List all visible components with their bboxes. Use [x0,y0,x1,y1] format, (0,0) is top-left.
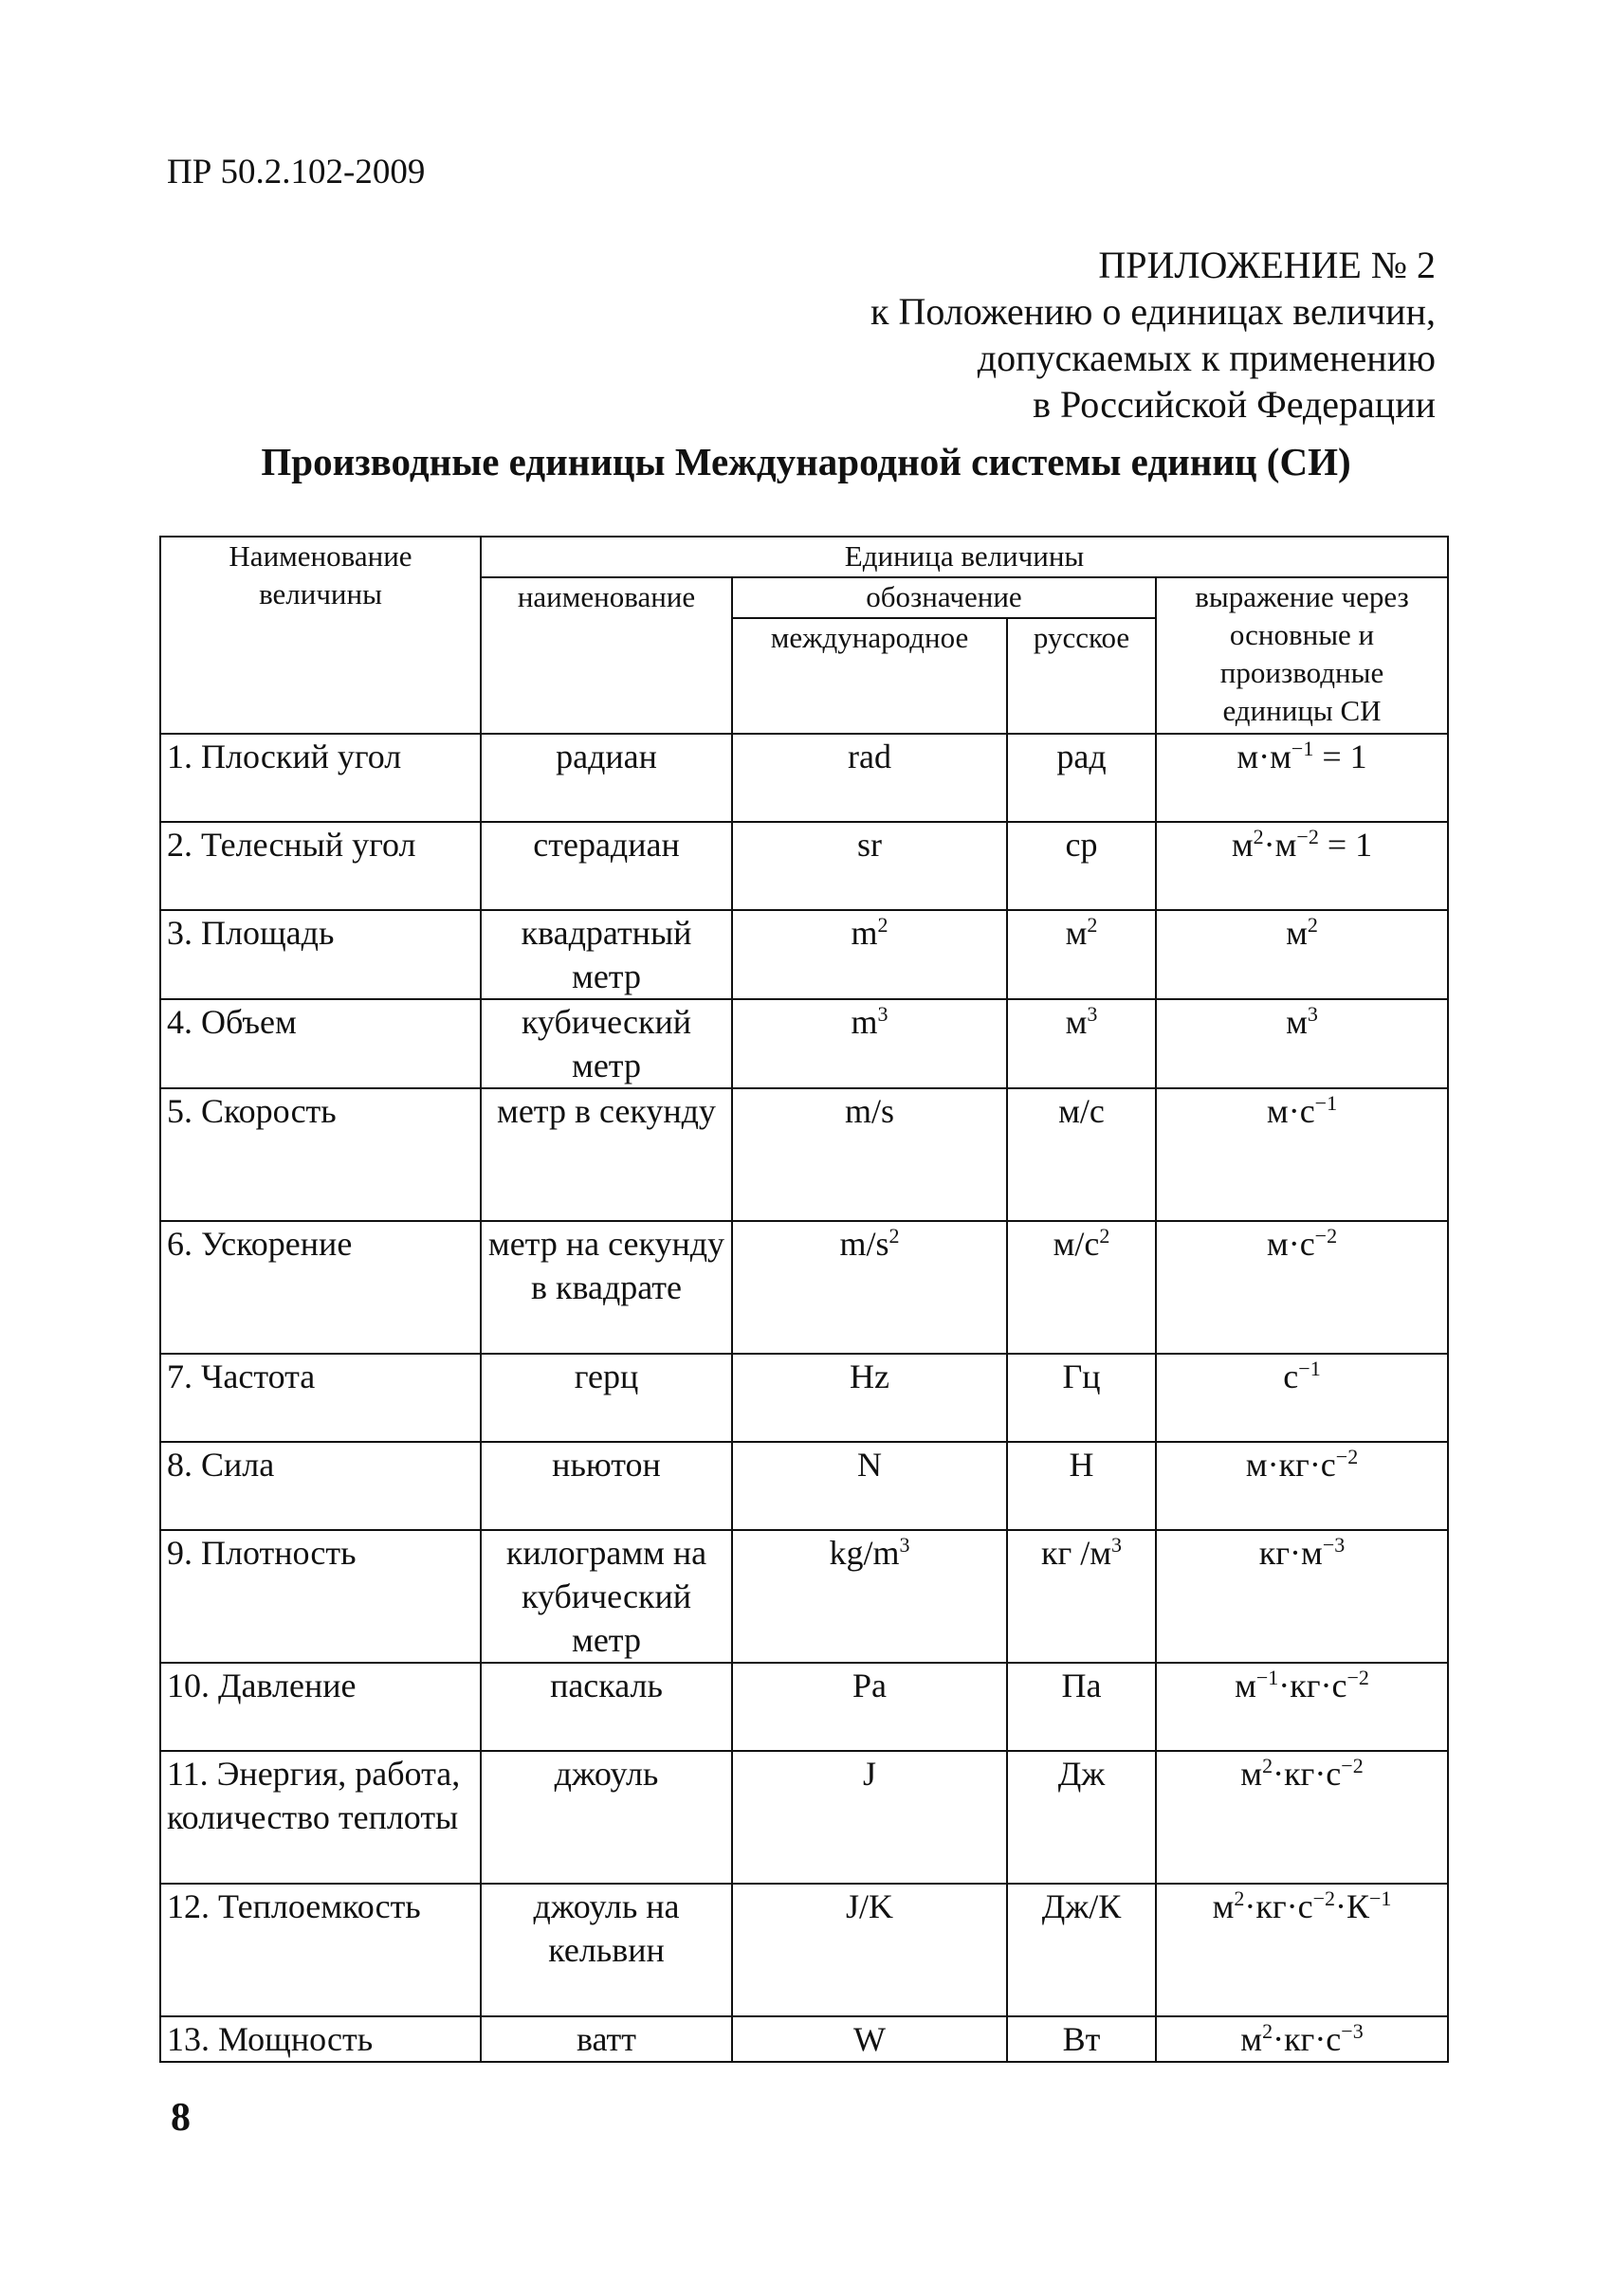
cell-expression: $м^{-1}\cdot кг\cdot с^{-2}$ [1156,1663,1448,1751]
cell-expression: $м^2\cdot кг\cdot с^{-2}$ [1156,1751,1448,1884]
table-body [160,734,1448,2062]
cell-expression: $кг\cdot м^{-3}$ [1156,1530,1448,1663]
page-number: 8 [171,2096,191,2140]
cell-quantity: 10. Давление [160,1663,481,1751]
cell-expression: $м^2$ [1156,910,1448,999]
cell-quantity: 7. Частота [160,1354,481,1442]
cell-international: rad [732,734,1007,822]
cell-quantity: 2. Телесный угол [160,822,481,910]
cell-russian: ср [1007,822,1156,910]
cell-russian: Гц [1007,1354,1156,1442]
units-table [159,536,1449,2063]
cell-international: N [732,1442,1007,1530]
cell-expression: $м\cdot с^{-2}$ [1156,1221,1448,1354]
cell-expression: $м^2\cdot м^{-2} = 1$ [1156,822,1448,910]
cell-international: W [732,2016,1007,2062]
cell-international: sr [732,822,1007,910]
cell-unit-name: стерадиан [481,822,732,910]
cell-quantity: 13. Мощность [160,2016,481,2062]
cell-unit-name: радиан [481,734,732,822]
cell-expression: $м^2\cdot кг\cdot с^{-2}\cdot К^{-1}$ [1156,1884,1448,2016]
cell-unit-name: метр на секунду в квадрате [481,1221,732,1354]
table-row [160,734,1448,822]
cell-international: $kg/m^3$ [732,1530,1007,1663]
cell-russian: $м^3$ [1007,999,1156,1088]
cell-russian: $м/с^2$ [1007,1221,1156,1354]
cell-quantity: 11. Энергия, работа, количество теплоты [160,1751,481,1884]
cell-unit-name: джоуль на кельвин [481,1884,732,2016]
cell-russian: Дж [1007,1751,1156,1884]
cell-russian: Па [1007,1663,1156,1751]
table-header [160,537,1448,734]
header-quantity: Наименование величины [160,537,481,734]
cell-quantity: 6. Ускорение [160,1221,481,1354]
header-designation: обозначение [732,577,1156,618]
cell-unit-name: ньютон [481,1442,732,1530]
cell-international: J/K [732,1884,1007,2016]
cell-expression: $м^2\cdot кг\cdot с^{-3}$ [1156,2016,1448,2062]
cell-international: Hz [732,1354,1007,1442]
cell-international: $m^2$ [732,910,1007,999]
cell-unit-name: ватт [481,2016,732,2062]
units-table-container [159,536,1447,2063]
cell-expression: $м\cdot кг\cdot с^{-2}$ [1156,1442,1448,1530]
appendix-line: в Российской Федерации [1033,383,1436,426]
header-russian: русское [1007,618,1156,734]
cell-international: $m/s^2$ [732,1221,1007,1354]
cell-russian: м/с [1007,1088,1156,1221]
cell-russian: Н [1007,1442,1156,1530]
cell-unit-name: герц [481,1354,732,1442]
page-title: Производные единицы Международной системы единиц (СИ) [261,440,1351,483]
table-row [160,1751,1448,1884]
cell-russian: рад [1007,734,1156,822]
cell-unit-name: паскаль [481,1663,732,1751]
cell-unit-name: метр в секунду [481,1088,732,1221]
table-row [160,822,1448,910]
cell-quantity: 3. Площадь [160,910,481,999]
cell-unit-name: килограмм на кубический метр [481,1530,732,1663]
table-row [160,1663,1448,1751]
cell-quantity: 5. Скорость [160,1088,481,1221]
cell-international: $m^3$ [732,999,1007,1088]
table-row [160,1354,1448,1442]
appendix-line: к Положению о единицах величин, [870,290,1436,333]
cell-quantity: 9. Плотность [160,1530,481,1663]
header-expression: выражение через основные и производные единицы СИ [1156,577,1448,734]
appendix-heading [870,242,1436,428]
cell-expression: $м^3$ [1156,999,1448,1088]
cell-quantity: 8. Сила [160,1442,481,1530]
cell-unit-name: кубический метр [481,999,732,1088]
table-row [160,2016,1448,2062]
header-unit-name: наименование [481,577,732,734]
appendix-line: ПРИЛОЖЕНИЕ № 2 [1098,244,1436,286]
cell-russian: Дж/К [1007,1884,1156,2016]
table-row [160,999,1448,1088]
document-code: ПР 50.2.102-2009 [167,153,426,191]
cell-quantity: 1. Плоский угол [160,734,481,822]
cell-expression: $м\cdot м^{-1} = 1$ [1156,734,1448,822]
cell-unit-name: квадратный метр [481,910,732,999]
appendix-line: допускаемых к применению [977,337,1436,379]
table-row [160,1442,1448,1530]
cell-quantity: 12. Теплоемкость [160,1884,481,2016]
table-row [160,1221,1448,1354]
table-row [160,1088,1448,1221]
cell-international: J [732,1751,1007,1884]
cell-quantity: 4. Объем [160,999,481,1088]
cell-unit-name: джоуль [481,1751,732,1884]
cell-expression: $м\cdot с^{-1}$ [1156,1088,1448,1221]
cell-russian: Вт [1007,2016,1156,2062]
cell-international: Pa [732,1663,1007,1751]
table-row [160,1530,1448,1663]
cell-international: m/s [732,1088,1007,1221]
table-row [160,910,1448,999]
header-unit: Единица величины [481,537,1448,577]
cell-russian: $м^2$ [1007,910,1156,999]
table-row [160,1884,1448,2016]
header-international: международное [732,618,1007,734]
cell-expression: $с^{-1}$ [1156,1354,1448,1442]
cell-russian: кг $/м^3$ [1007,1530,1156,1663]
